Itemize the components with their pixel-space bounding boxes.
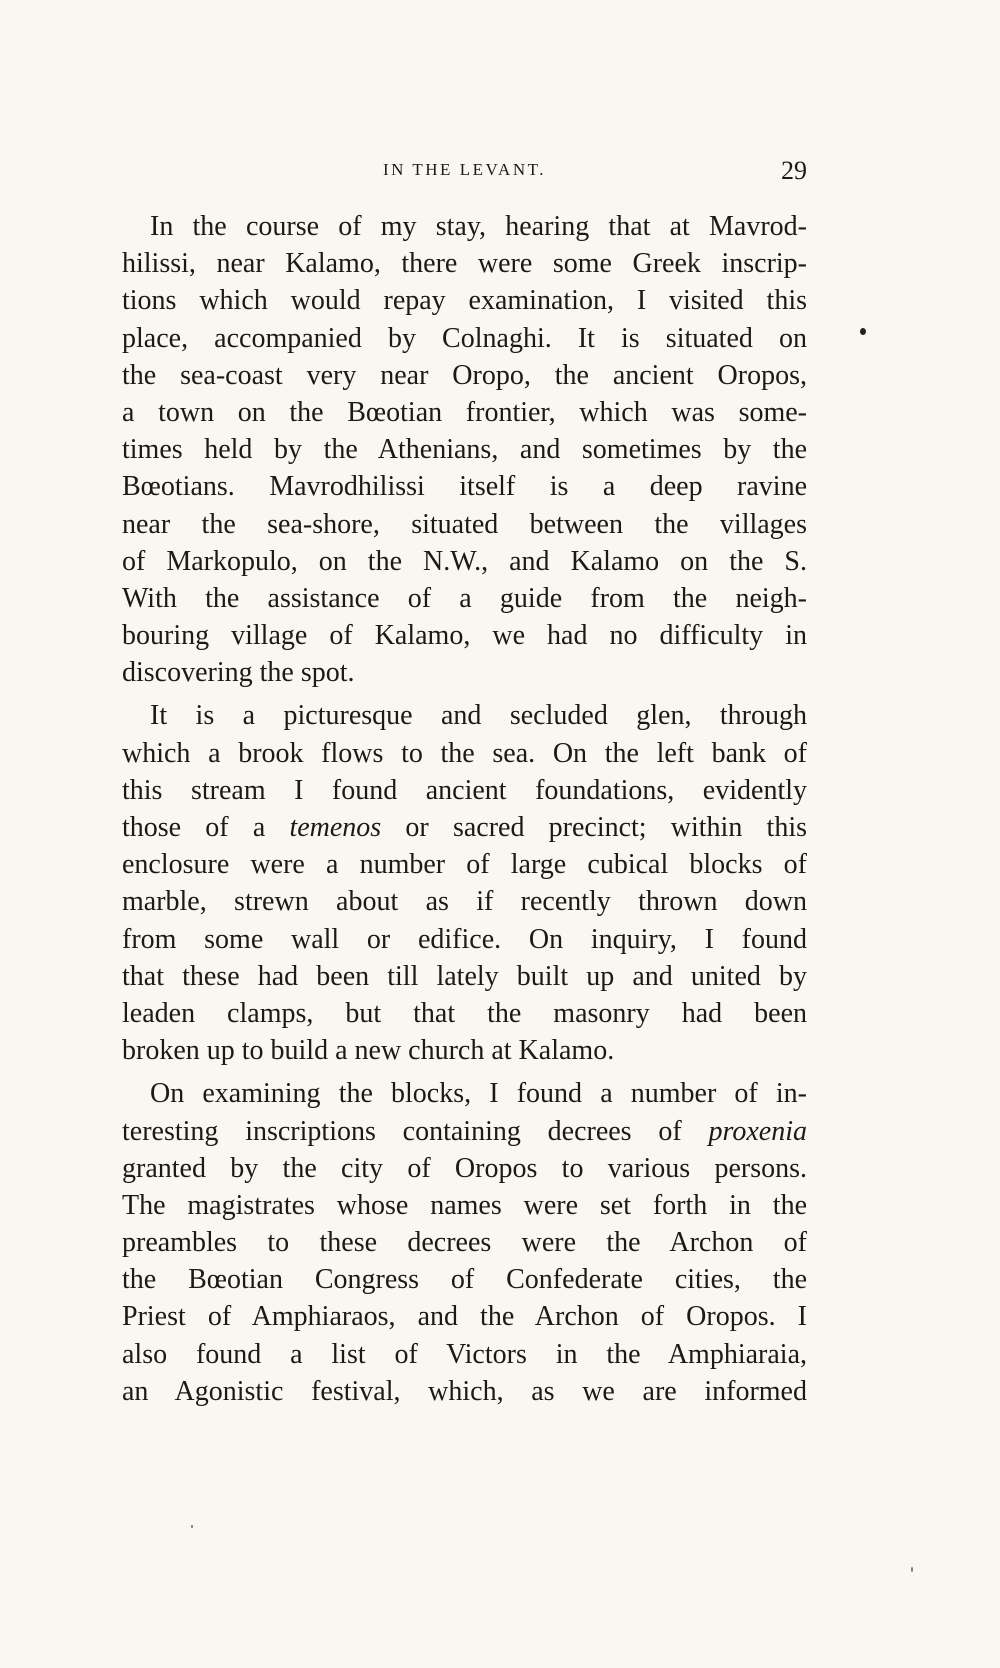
text-line: the Bœotian Congress of Confederate cities, the [122,1264,807,1296]
text-line: a town on the Bœotian frontier, which was some- [122,396,807,428]
text-line: an Agonistic festival, which, as we are informed [122,1375,807,1407]
italic-term: temenos [289,812,382,843]
text-line: hilissi, near Kalamo, there were some Greek inscrip- [122,248,807,280]
text-line: those of a temenos or sacred precinct; within this [122,812,807,843]
text-line: On examining the blocks, I found a number of in- [150,1078,807,1110]
text-line: which a brook flows to the sea. On the left bank of [122,737,807,769]
ink-speck [911,1567,913,1572]
text-line: leaden clamps, but that the masonry had been [122,997,807,1029]
text-line: near the sea-shore, situated between the villages [122,508,807,540]
text-line: from some wall or edifice. On inquiry, I found [122,923,807,955]
text-line: enclosure were a number of large cubical blocks of [122,849,807,881]
text-line: bouring village of Kalamo, we had no difficulty in [122,620,807,652]
paragraph [122,208,807,691]
text-line: granted by the city of Oropos to various persons. [122,1152,807,1184]
text-line: this stream I found ancient foundations, evidently [122,774,807,806]
text-line: of Markopulo, on the N.W., and Kalamo on the S. [122,545,807,577]
text-line: times held by the Athenians, and sometimes by the [122,434,807,466]
text-line: preambles to these decrees were the Archon of [122,1227,807,1259]
text-line: teresting inscriptions containing decrees of proxenia [122,1115,807,1147]
text-line: broken up to build a new church at Kalamo. [122,1035,615,1067]
page-number: 29 [781,156,807,185]
text-line: Priest of Amphiaraos, and the Archon of Oropos. I [122,1301,807,1333]
italic-term: proxenia [708,1115,807,1147]
body-text [122,208,807,1410]
text-line: tions which would repay examination, I visited this [122,285,807,317]
text-line: The magistrates whose names were set forth in the [122,1189,807,1221]
text-line: It is a picturesque and secluded glen, through [150,700,807,732]
text-line: discovering the spot. [122,657,355,689]
text-line: also found a list of Victors in the Amphiaraia, [122,1338,807,1370]
running-header [122,156,807,200]
paragraph [122,697,807,1069]
text-line: With the assistance of a guide from the neigh- [122,582,807,614]
text-line: In the course of my stay, hearing that at Mavrod- [150,211,807,242]
running-title: IN THE LEVANT. [383,160,546,179]
text-line: Bœotians. Mavrodhilissi itself is a deep ravine [122,471,807,503]
ink-speck [860,328,866,335]
ink-speck [191,1525,193,1528]
paragraph [122,1075,807,1410]
text-line: place, accompanied by Colnaghi. It is situated on [122,322,807,354]
text-line: the sea-coast very near Oropo, the ancient Oropos, [122,359,807,391]
text-line: that these had been till lately built up and united by [122,960,807,992]
text-line: marble, strewn about as if recently thrown down [122,886,807,918]
